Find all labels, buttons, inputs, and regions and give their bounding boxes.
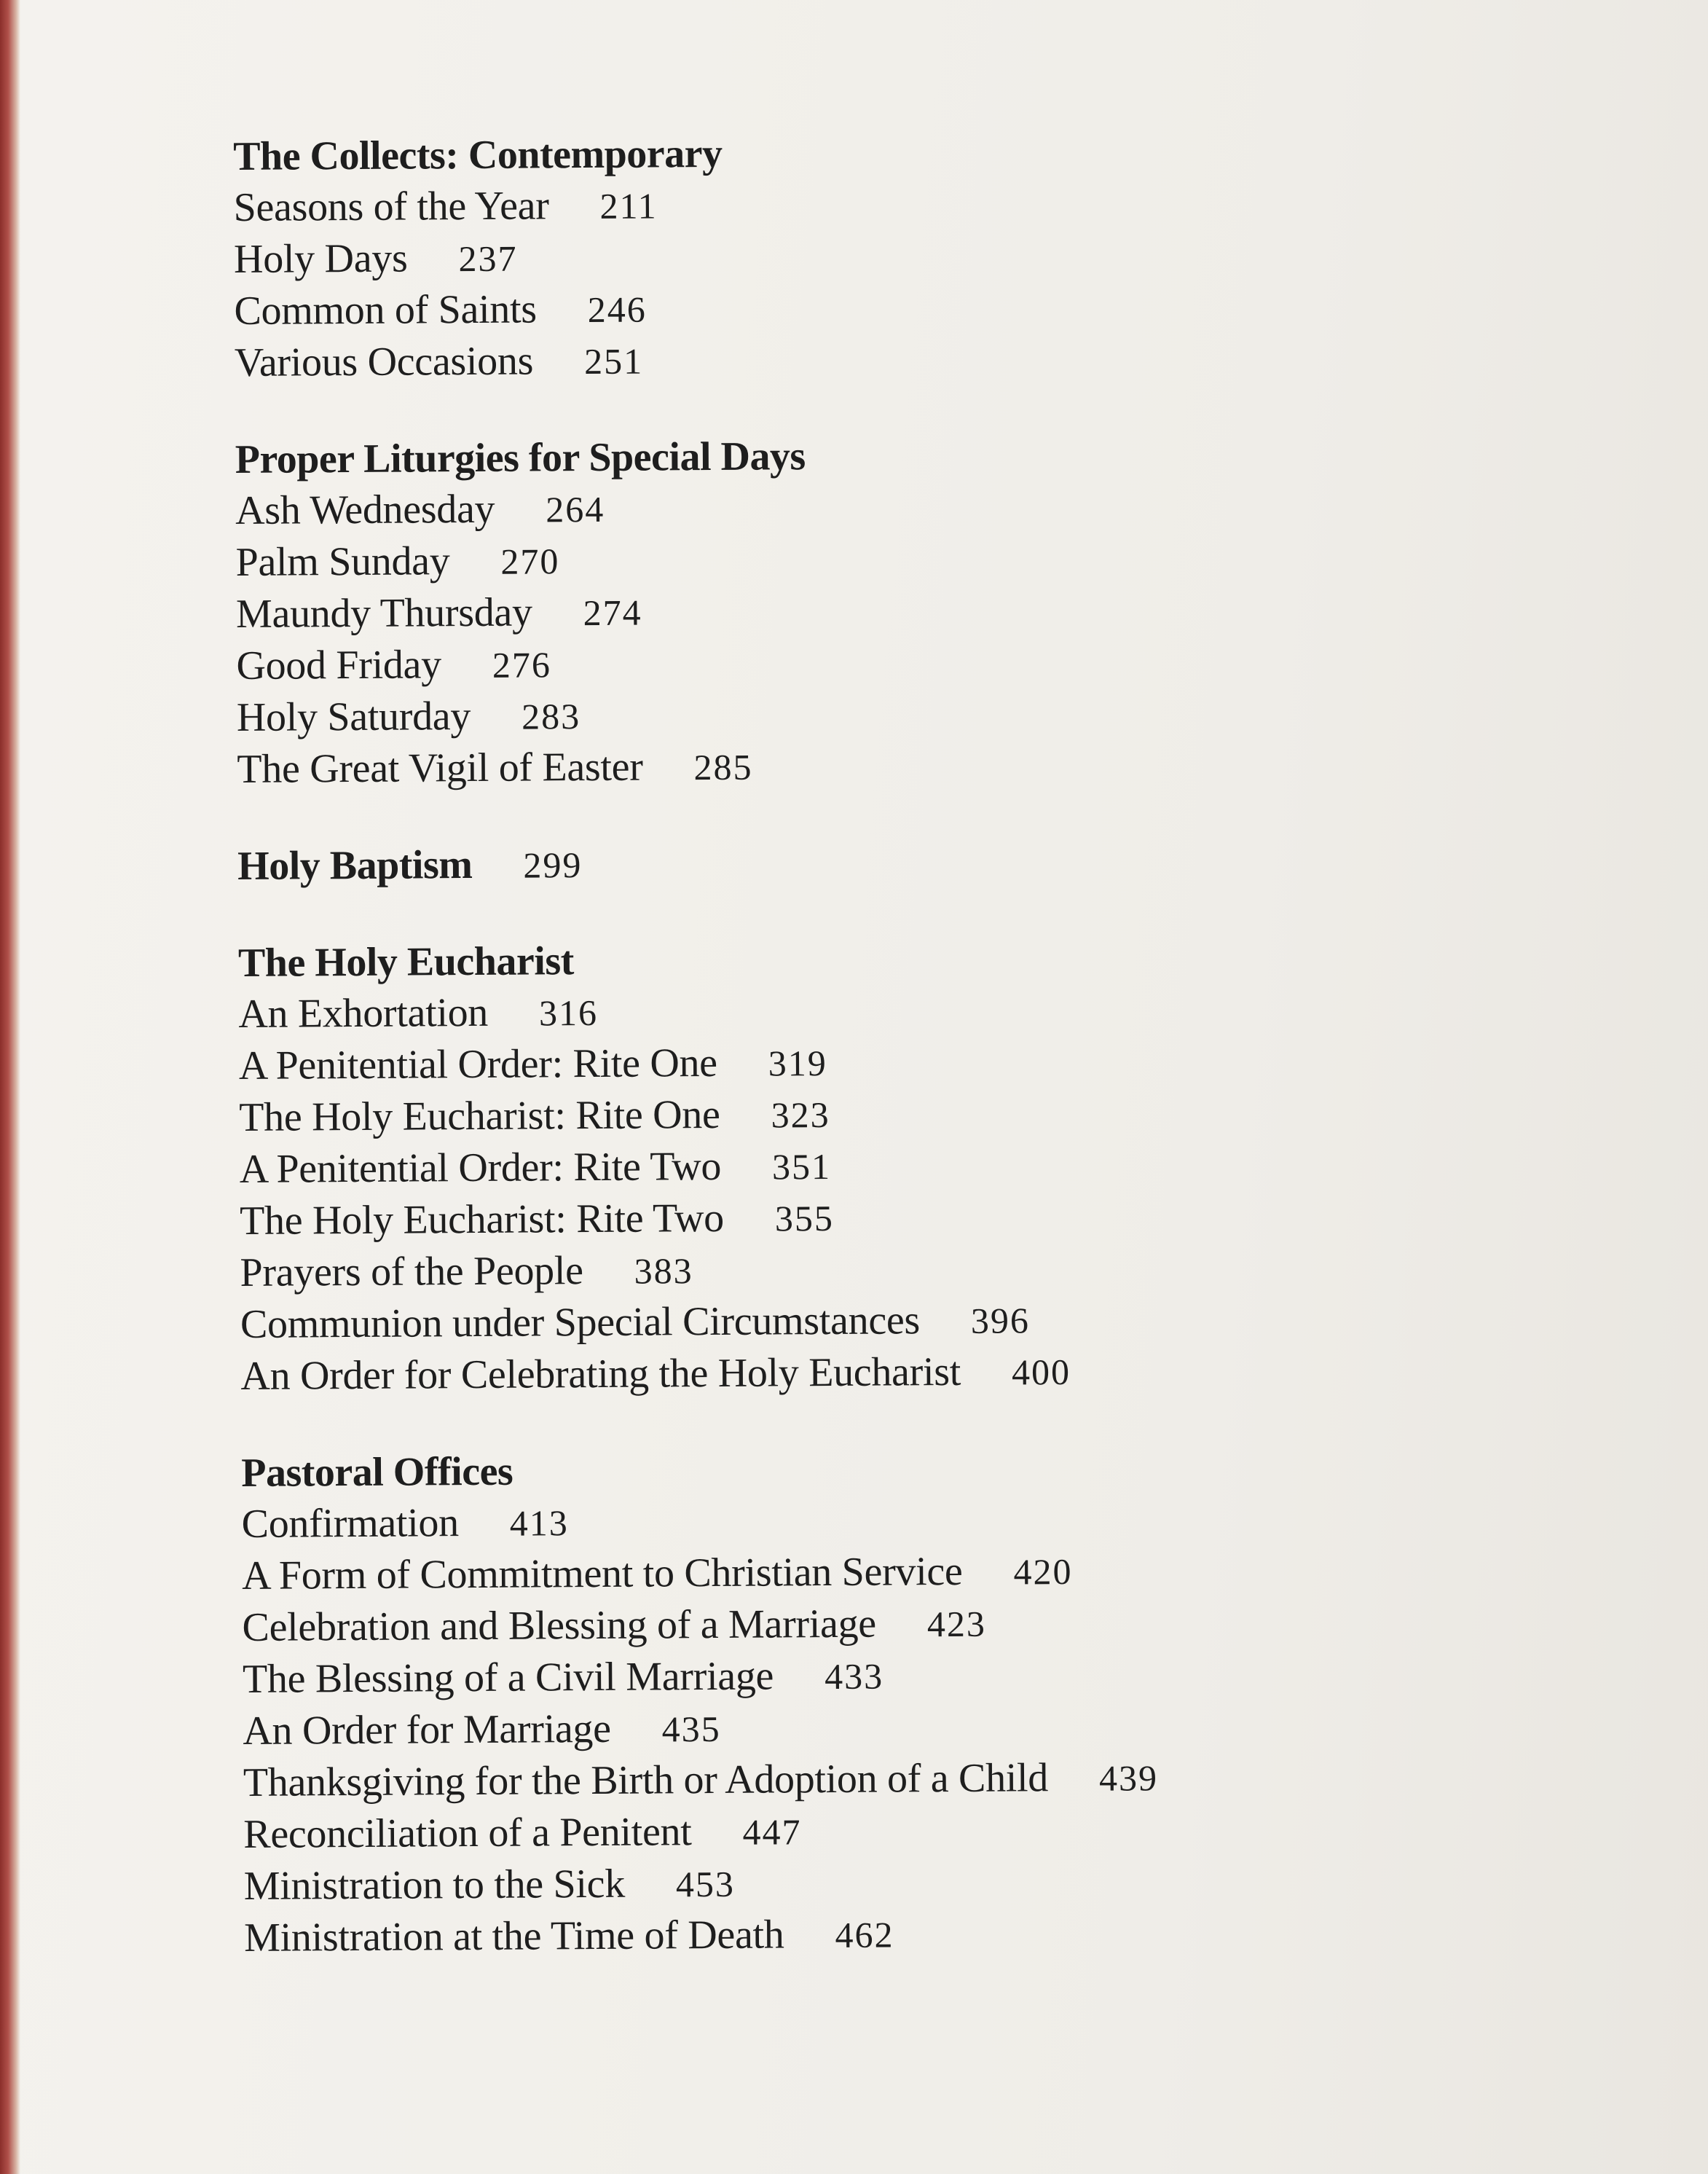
toc-entry bbox=[240, 1187, 1624, 1247]
entry-label: Palm Sunday bbox=[235, 538, 450, 585]
entry-label: The Great Vigil of Easter bbox=[237, 744, 643, 792]
toc-entry bbox=[237, 735, 1621, 796]
toc-entry bbox=[236, 632, 1620, 692]
entry-label: Reconciliation of a Penitent bbox=[243, 1809, 692, 1857]
entry-label: The Blessing of a Civil Marriage bbox=[242, 1653, 774, 1702]
toc-section-pastoral-offices bbox=[241, 1439, 1628, 1964]
page-number: 270 bbox=[500, 541, 560, 582]
page-number: 299 bbox=[523, 844, 583, 886]
page-number: 433 bbox=[824, 1655, 884, 1698]
page-number: 211 bbox=[599, 185, 658, 227]
entry-label: Holy Saturday bbox=[236, 694, 471, 740]
toc-entry bbox=[244, 1852, 1628, 1912]
entry-label: A Form of Commitment to Christian Service bbox=[241, 1548, 963, 1598]
page-number: 316 bbox=[538, 992, 599, 1034]
toc-entry bbox=[234, 225, 1618, 286]
toc-entry bbox=[236, 580, 1620, 640]
section-title bbox=[237, 832, 1621, 892]
toc-entry bbox=[238, 980, 1622, 1040]
toc-entry bbox=[243, 1697, 1626, 1757]
entry-label: Various Occasions bbox=[234, 338, 534, 385]
entry-label: A Penitential Order: Rite Two bbox=[239, 1143, 722, 1192]
section-title: The Holy Eucharist bbox=[237, 938, 574, 986]
entry-label: Common of Saints bbox=[234, 286, 537, 334]
toc-entry bbox=[240, 1239, 1624, 1299]
toc-entry bbox=[241, 1490, 1625, 1550]
page-number: 251 bbox=[583, 340, 644, 382]
toc-section-holy-eucharist bbox=[238, 929, 1625, 1402]
toc-entry bbox=[243, 1800, 1627, 1861]
entry-label: Seasons of the Year bbox=[233, 183, 549, 230]
toc-entry bbox=[239, 1135, 1623, 1196]
toc-entry bbox=[239, 1083, 1623, 1144]
page-number: 453 bbox=[675, 1863, 736, 1905]
toc-entry bbox=[235, 329, 1618, 389]
toc-entry bbox=[242, 1593, 1626, 1654]
page-number: 396 bbox=[970, 1300, 1031, 1341]
entry-label: An Order for Marriage bbox=[243, 1706, 611, 1754]
page-number: 447 bbox=[742, 1811, 802, 1853]
page-number: 237 bbox=[458, 238, 518, 280]
entry-label: The Holy Eucharist: Rite Two bbox=[239, 1195, 725, 1244]
page-number: 462 bbox=[835, 1914, 894, 1955]
toc-entry bbox=[239, 1032, 1623, 1092]
entry-label: Ministration to the Sick bbox=[243, 1861, 626, 1909]
toc-entry bbox=[240, 1290, 1624, 1351]
entry-label: Good Friday bbox=[236, 642, 442, 688]
page-number: 246 bbox=[587, 289, 647, 331]
page-number: 319 bbox=[768, 1043, 827, 1084]
page-number: 274 bbox=[583, 592, 642, 634]
entry-label: An Exhortation bbox=[238, 989, 489, 1037]
toc-entry bbox=[243, 1645, 1626, 1706]
entry-label: Communion under Special Circumstances bbox=[240, 1298, 921, 1347]
entry-label: Thanksgiving for the Birth or Adoption of a Child bbox=[243, 1755, 1049, 1805]
toc-entry bbox=[235, 476, 1619, 537]
toc-entry bbox=[234, 277, 1618, 337]
page-number: 435 bbox=[661, 1708, 721, 1750]
toc-entry bbox=[242, 1542, 1626, 1602]
entry-label: The Holy Eucharist: Rite One bbox=[239, 1091, 720, 1140]
entry-label: Ministration at the Time of Death bbox=[243, 1912, 784, 1961]
section-title: Proper Liturgies for Special Days bbox=[235, 433, 806, 482]
toc-entry bbox=[244, 1904, 1628, 1964]
table-of-contents bbox=[233, 122, 1629, 2009]
toc-entry bbox=[243, 1749, 1627, 1809]
page-number: 439 bbox=[1098, 1757, 1159, 1799]
entry-label: Maundy Thursday bbox=[235, 589, 532, 637]
page-number: 413 bbox=[509, 1502, 569, 1544]
entry-label: Confirmation bbox=[241, 1500, 460, 1547]
page-number: 355 bbox=[774, 1197, 835, 1239]
toc-entry bbox=[237, 683, 1621, 744]
toc-entry bbox=[233, 173, 1617, 234]
page-number: 276 bbox=[492, 644, 552, 686]
page-number: 285 bbox=[693, 746, 753, 788]
entry-label: Holy Days bbox=[233, 235, 408, 282]
entry-label: Ash Wednesday bbox=[235, 486, 495, 533]
page-number: 420 bbox=[1013, 1550, 1073, 1593]
toc-entry bbox=[240, 1342, 1624, 1402]
toc-section-proper-liturgies bbox=[235, 425, 1621, 796]
page-number: 323 bbox=[771, 1094, 830, 1136]
page-number: 383 bbox=[634, 1250, 693, 1292]
page-number: 423 bbox=[926, 1603, 987, 1645]
toc-section-holy-baptism bbox=[237, 832, 1621, 892]
entry-label: Prayers of the People bbox=[240, 1248, 583, 1295]
page-number: 400 bbox=[1011, 1351, 1071, 1393]
book-spine-edge bbox=[0, 0, 20, 2174]
page-number: 351 bbox=[771, 1146, 832, 1188]
toc-entry bbox=[235, 528, 1619, 589]
entry-label: Celebration and Blessing of a Marriage bbox=[242, 1601, 877, 1650]
section-title: The Collects: Contemporary bbox=[233, 130, 723, 179]
page-number: 283 bbox=[521, 696, 581, 737]
page-number: 264 bbox=[546, 488, 605, 530]
section-title: Pastoral Offices bbox=[241, 1448, 513, 1496]
section-title-label: Holy Baptism bbox=[237, 842, 473, 889]
toc-section-collects bbox=[233, 122, 1618, 389]
entry-label: An Order for Celebrating the Holy Eucharist bbox=[240, 1349, 961, 1399]
entry-label: A Penitential Order: Rite One bbox=[238, 1040, 717, 1088]
